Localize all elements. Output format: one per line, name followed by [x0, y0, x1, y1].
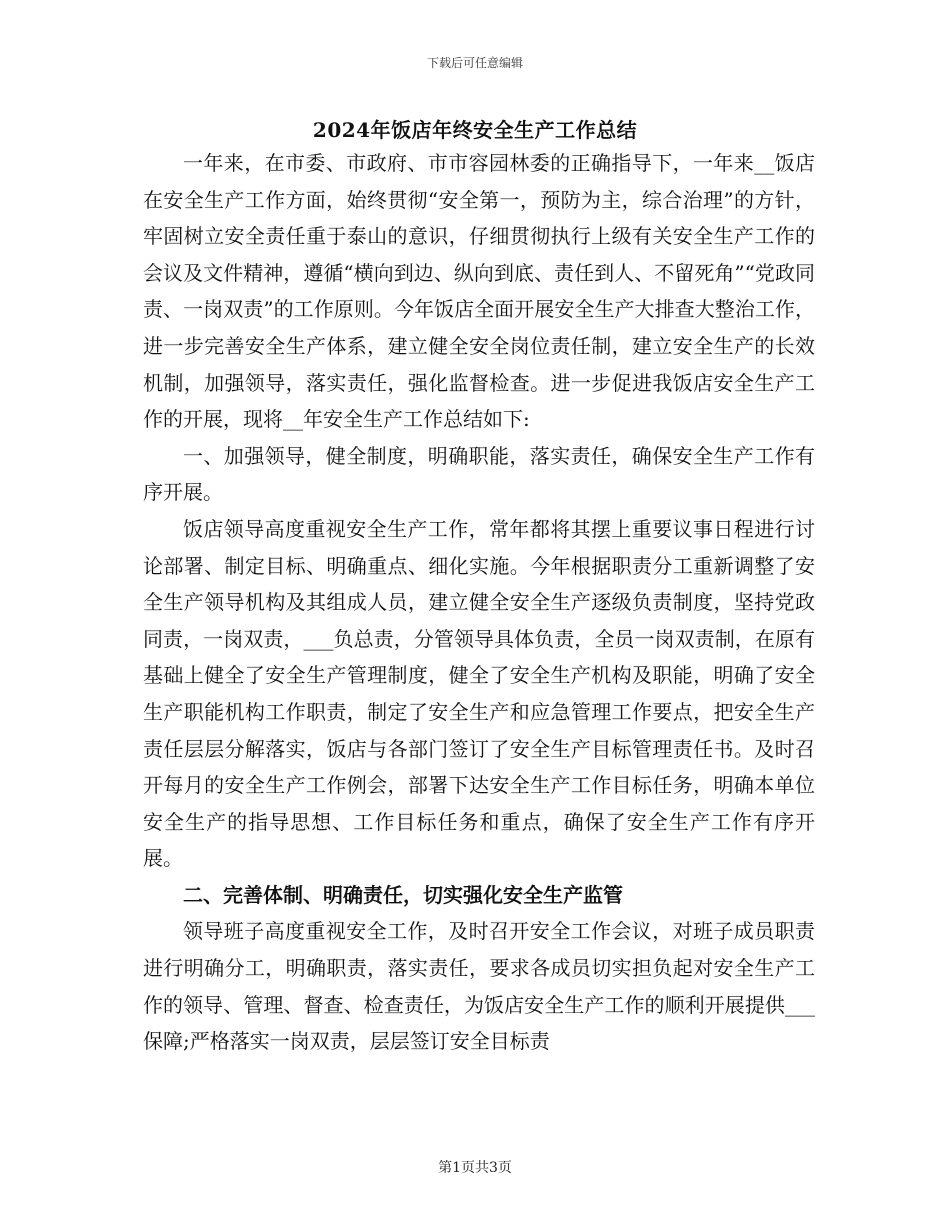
paragraph-section-1-body: 饭店领导高度重视安全生产工作，常年都将其摆上重要议事日程进行讨论部署、制定目标、明确重点、细化实施。今年根据职责分工重新调整了安全生产领导机构及其组成人员，建立健全安全生产逐级负责制度，坚持党政同责，一岗双责，___负总责，分管领导具体负责，全员一岗双责制，在原有基础上健全了安全生产管理制度，健全了安全生产机构及职能，明确了安全生产职能机构工作职责，制定了安全生产和应急管理工作要点，把安全生产责任层层分解落实，饭店与各部门签订了安全生产目标管理责任书。及时召开每月的安全生产工作例会，部署下达安全生产工作目标任务，明确本单位安全生产的指导思想、工作目标任务和重点，确保了安全生产工作有序开展。 [143, 516, 815, 871]
document-title: 2024年饭店年终安全生产工作总结 [312, 118, 638, 142]
paragraph-section-2-body: 领导班子高度重视安全工作，及时召开安全工作会议，对班子成员职责进行明确分工，明确职责，落实责任，要求各成员切实担负起对安全生产工作的领导、管理、督查、检查责任，为饭店安全生产工作的顺利开展提供___保障;严格落实一岗双责，层层签订安全目标责 [143, 919, 815, 1054]
header-note: 下载后可任意编辑 [426, 56, 523, 70]
page-indicator: 第1页共3页 [438, 1160, 512, 1176]
section-2-heading: 二、完善体制、明确责任，切实强化安全生产监管 [183, 882, 623, 907]
document-body [143, 145, 815, 1060]
paragraph-intro: 一年来，在市委、市政府、市市容园林委的正确指导下，一年来__饭店在安全生产工作方面，始终贯彻“安全第一，预防为主，综合治理”的方针，牢固树立安全责任重于泰山的意识，仔细贯彻执行上级有关安全生产工作的会议及文件精神，遵循“横向到边、纵向到底、责任到人、不留死角”“党政同责、一岗双责”的工作原则。今年饭店全面开展安全生产大排查大整治工作，进一步完善安全生产体系，建立健全安全岗位责任制，建立安全生产的长效机制，加强领导，落实责任，强化监督检查。进一步促进我饭店安全生产工作的开展，现将__年安全生产工作总结如下: [143, 151, 815, 432]
paragraph-section-1-heading: 一、加强领导，健全制度，明确职能，落实责任，确保安全生产工作有序开展。 [143, 443, 815, 505]
